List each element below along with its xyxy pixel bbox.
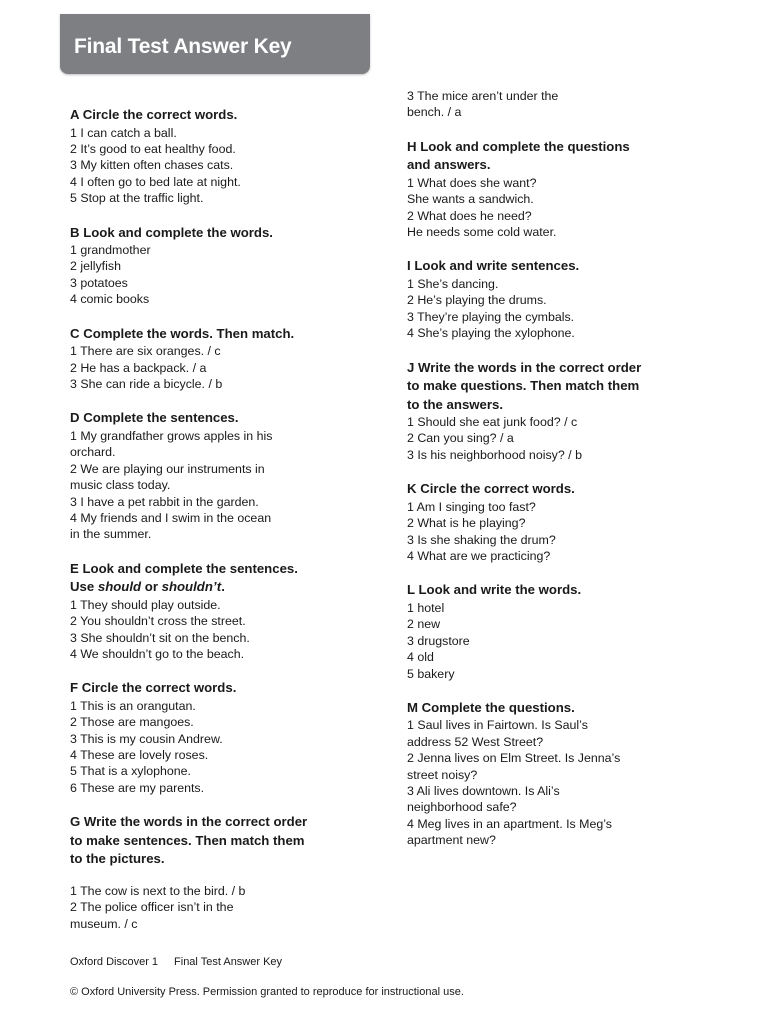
answer-line: 1 My grandfather grows apples in his xyxy=(70,428,273,443)
section-title: L Look and write the words. xyxy=(407,582,582,598)
answer-line: 3 My kitten often chases cats. xyxy=(70,158,234,173)
section-title: H Look and complete the questions xyxy=(407,138,630,154)
title-emphasis: shouldn’t xyxy=(161,579,222,595)
section-l xyxy=(407,581,707,682)
answer-line: bench. / a xyxy=(407,105,462,120)
footer-book: Oxford Discover 1 xyxy=(70,956,159,968)
answer-line: 4 We shouldn’t go to the beach. xyxy=(70,646,245,661)
answer-line: 5 Stop at the traffic light. xyxy=(70,191,204,206)
section-m xyxy=(407,699,707,849)
section-title: J Write the words in the correct order xyxy=(407,359,642,375)
title-text: or xyxy=(141,579,162,595)
section-k xyxy=(407,480,707,564)
answer-line: 2 You shouldn’t cross the street. xyxy=(70,614,246,629)
answer-line: 2 Jenna lives on Elm Street. Is Jenna’s xyxy=(407,751,621,766)
answer-line: 4 What are we practicing? xyxy=(407,549,551,563)
copyright: © Oxford University Press. Permission granted to reproduce for instructional use. xyxy=(70,986,464,998)
answer-line: 2 We are playing our instruments in xyxy=(70,461,265,476)
title-banner xyxy=(60,14,370,74)
section-h xyxy=(407,138,707,241)
section-title: G Write the words in the correct order xyxy=(70,814,308,830)
answer-line: 3 potatoes xyxy=(70,275,128,290)
answer-line: apartment new? xyxy=(407,833,496,848)
answer-line: 2 What is he playing? xyxy=(407,516,526,531)
answer-line: music class today. xyxy=(70,478,171,493)
answer-line: 2 jellyfish xyxy=(70,259,121,274)
answer-line: 1 Should she eat junk food? / c xyxy=(407,415,578,430)
answer-line: 6 These are my parents. xyxy=(70,780,205,795)
answer-line: 1 They should play outside. xyxy=(70,597,221,612)
answer-line: 3 Is his neighborhood noisy? / b xyxy=(407,447,582,462)
section-d xyxy=(70,409,370,542)
title-text: . xyxy=(221,579,225,595)
section-f xyxy=(70,679,370,796)
footer-doc: Final Test Answer Key xyxy=(174,956,283,968)
answer-line: 4 old xyxy=(407,650,434,665)
section-g xyxy=(70,813,370,932)
section-g-continued xyxy=(407,88,707,121)
answer-line: 2 Those are mangoes. xyxy=(70,715,194,730)
answer-line: 2 The police officer isn’t in the xyxy=(70,900,234,915)
right-column xyxy=(407,88,707,866)
answer-line: 2 What does he need? xyxy=(407,208,532,223)
answer-line: 3 This is my cousin Andrew. xyxy=(70,731,223,746)
answer-line: 3 I have a pet rabbit in the garden. xyxy=(70,494,259,509)
answer-line: neighborhood safe? xyxy=(407,800,517,815)
section-c xyxy=(70,325,370,393)
section-title: to make questions. Then match them xyxy=(407,378,640,394)
answer-line: 3 She shouldn’t sit on the bench. xyxy=(70,630,250,645)
answer-line: address 52 West Street? xyxy=(407,734,544,749)
answer-line: 3 She can ride a bicycle. / b xyxy=(70,376,223,391)
section-title: F Circle the correct words. xyxy=(70,680,237,696)
section-a xyxy=(70,106,370,207)
section-title: to the pictures. xyxy=(70,851,165,867)
answer-line: 4 She’s playing the xylophone. xyxy=(407,326,575,341)
answer-line: 3 drugstore xyxy=(407,633,470,648)
answer-line: 5 bakery xyxy=(407,666,455,681)
section-title: M Complete the questions. xyxy=(407,699,575,715)
answer-line: 1 hotel xyxy=(407,600,445,615)
answer-line: 4 These are lovely roses. xyxy=(70,748,209,763)
section-title: D Complete the sentences. xyxy=(70,410,239,426)
answer-line: 4 My friends and I swim in the ocean xyxy=(70,510,272,525)
answer-line: 1 I can catch a ball. xyxy=(70,125,177,140)
answer-line: 4 comic books xyxy=(70,292,150,307)
section-j xyxy=(407,359,707,464)
section-title: A Circle the correct words. xyxy=(70,107,238,122)
answer-line: 1 Saul lives in Fairtown. Is Saul’s xyxy=(407,718,588,733)
section-b xyxy=(70,224,370,308)
title-emphasis: should xyxy=(97,579,142,595)
left-column xyxy=(70,106,370,949)
answer-line: 2 new xyxy=(407,617,441,632)
answer-line: street noisy? xyxy=(407,767,478,782)
answer-line: 1 The cow is next to the bird. / b xyxy=(70,883,246,898)
answer-line: She wants a sandwich. xyxy=(407,192,534,207)
answer-line: 2 It’s good to eat healthy food. xyxy=(70,141,236,156)
section-title: to the answers. xyxy=(407,396,504,412)
answer-line: He needs some cold water. xyxy=(407,225,557,240)
answer-line: 2 He has a backpack. / a xyxy=(70,360,207,375)
section-title: and answers. xyxy=(407,157,491,173)
answer-line: orchard. xyxy=(70,445,116,460)
section-title: C Complete the words. Then match. xyxy=(70,325,295,341)
answer-line: 2 He’s playing the drums. xyxy=(407,293,547,308)
section-title: B Look and complete the words. xyxy=(70,224,273,240)
answer-line: 3 They’re playing the cymbals. xyxy=(407,309,575,324)
title-text: Use xyxy=(70,579,98,595)
answer-line: 4 I often go to bed late at night. xyxy=(70,174,241,189)
spacer xyxy=(70,869,370,883)
answer-line: 1 Am I singing too fast? xyxy=(407,499,536,514)
answer-line: in the summer. xyxy=(70,527,152,542)
answer-line: 1 grandmother xyxy=(70,243,151,258)
section-e xyxy=(70,560,370,663)
answer-line: 1 She’s dancing. xyxy=(407,276,499,291)
answer-line: 1 There are six oranges. / c xyxy=(70,344,221,359)
section-title: to make sentences. Then match them xyxy=(70,832,305,848)
answer-line: 3 The mice aren’t under the xyxy=(407,89,559,103)
answer-line: 3 Is she shaking the drum? xyxy=(407,532,556,547)
answer-line: museum. / c xyxy=(70,916,138,931)
answer-line: 5 That is a xylophone. xyxy=(70,764,192,779)
answer-line: 1 What does she want? xyxy=(407,175,537,190)
answer-line: 4 Meg lives in an apartment. Is Meg’s xyxy=(407,816,613,831)
section-title-use xyxy=(70,578,370,597)
answer-line: 3 Ali lives downtown. Is Ali’s xyxy=(407,784,560,799)
page-title: Final Test Answer Key xyxy=(74,35,292,58)
section-i xyxy=(407,257,707,341)
section-title: I Look and write sentences. xyxy=(407,258,580,274)
section-title: K Circle the correct words. xyxy=(407,481,575,497)
answer-line: 2 Can you sing? / a xyxy=(407,431,514,446)
section-title: E Look and complete the sentences. xyxy=(70,560,298,576)
footer xyxy=(70,956,282,968)
answer-line: 1 This is an orangutan. xyxy=(70,698,196,713)
